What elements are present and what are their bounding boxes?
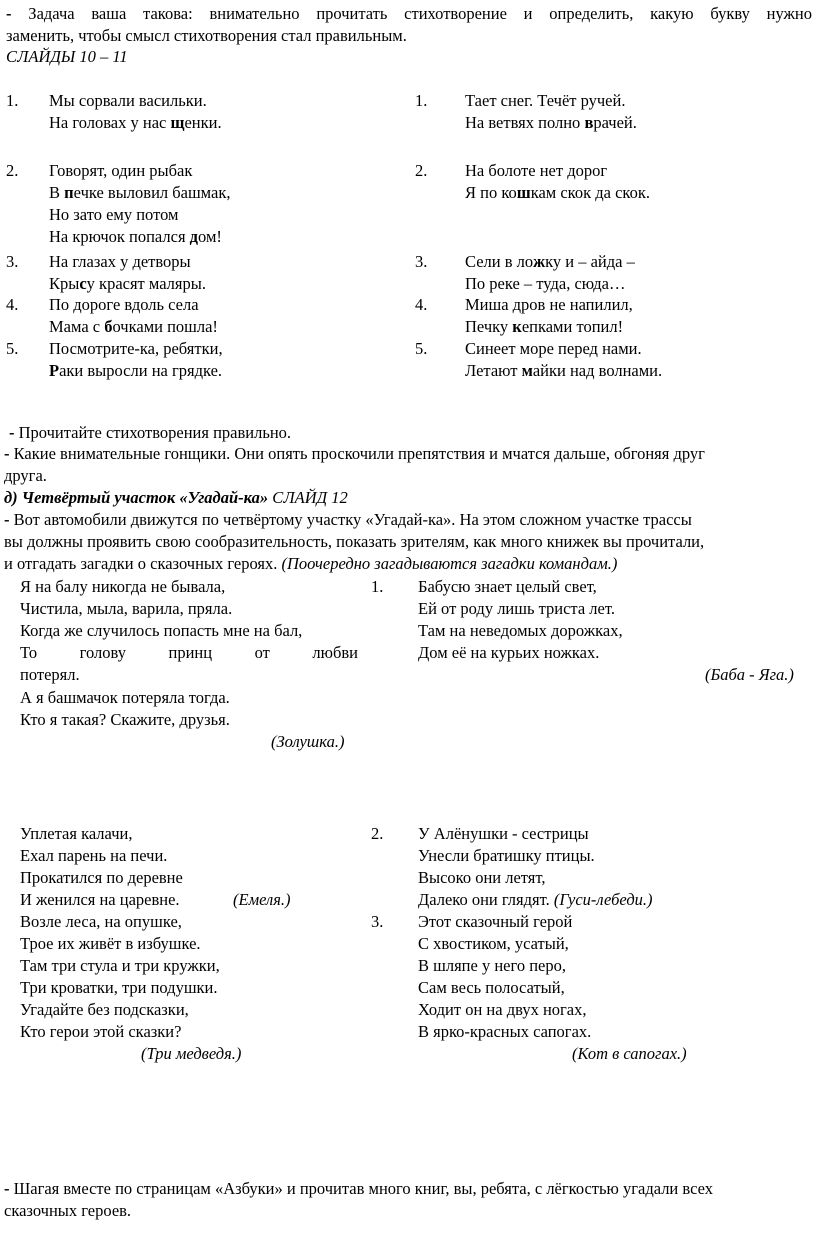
baba-yaga-number: 1. <box>371 577 384 596</box>
cars-line-1: - Вот автомобили движутся по четвёртому участку «Угадай-ка». На этом сложном участке трассы <box>4 510 692 529</box>
poem-text: Но зато ему потом <box>49 205 179 224</box>
poem-number: 1. <box>415 91 428 110</box>
poem-text: Мама с <box>49 317 105 336</box>
poem-text: На ветвях полно <box>465 113 585 132</box>
poem-text: На головах у нас <box>49 113 171 132</box>
cinderella-answer: (Золушка.) <box>271 732 345 751</box>
poem-text: епками топил! <box>521 317 624 336</box>
poem-text: айки над волнами. <box>532 361 663 380</box>
poem-text: По дороге вдоль села <box>49 295 199 314</box>
intro-line-1: - Задача ваша такова: внимательно прочитать стихотворение и определить, какую букву нужно <box>6 4 813 23</box>
poem-line <box>465 316 623 338</box>
poem-line <box>49 204 178 226</box>
cat-line-4: Сам весь полосатый, <box>418 978 565 997</box>
emelya-line-1: Уплетая калачи, <box>20 824 133 843</box>
poem-number: 2. <box>6 161 19 180</box>
replaced-letter: щ <box>170 113 185 132</box>
emelya-line-3: Прокатился по деревне <box>20 868 183 887</box>
baba-yaga-line-1: Бабусю знает целый свет, <box>418 577 597 596</box>
poem-text: Мы сорвали васильки. <box>49 91 207 110</box>
bears-line-3: Там три стула и три кружки, <box>20 956 220 975</box>
poem-line <box>465 360 662 382</box>
intro-line-2: заменить, чтобы смысл стихотворения стал правильным. <box>6 26 407 45</box>
poem-text: ку и – айда – <box>545 252 635 271</box>
emelya-answer: (Емеля.) <box>233 890 291 909</box>
cat-line-2: С хвостиком, усатый, <box>418 934 569 953</box>
geese-line-4: Далеко они глядят. (Гуси-лебеди.) <box>418 890 653 909</box>
intro-dash: - <box>6 4 12 23</box>
poem-text: кам скок да скок. <box>530 183 650 202</box>
poem-text: ом! <box>198 227 222 246</box>
poem-line <box>49 112 222 134</box>
poem-line <box>49 90 207 112</box>
poem-text: Я по ко <box>465 183 517 202</box>
poem-number: 5. <box>415 339 428 358</box>
poem-line <box>49 294 199 316</box>
outro-line-2: сказочных героев. <box>4 1201 132 1220</box>
poem-line <box>49 182 230 204</box>
poem-text: На глазах у детворы <box>49 252 191 271</box>
poem-text: у красят маляры. <box>86 274 206 293</box>
cinderella-line-6: А я башмачок потеряла тогда. <box>20 688 230 707</box>
cars-line-3: и отгадать загадки о сказочных героях. (Поочередно загадываются загадки командам.) <box>4 554 618 573</box>
poem-text: На крючок попался <box>49 227 190 246</box>
baba-yaga-line-3: Там на неведомых дорожках, <box>418 621 623 640</box>
baba-yaga-line-4: Дом её на курьих ножках. <box>418 643 600 662</box>
geese-line-2: Унесли братишку птицы. <box>418 846 595 865</box>
poem-text: По реке – туда, сюда… <box>465 274 626 293</box>
poem-number: 2. <box>415 161 428 180</box>
poem-text: Говорят, один рыбак <box>49 161 193 180</box>
replaced-letter: ж <box>533 252 546 271</box>
poem-number: 1. <box>6 91 19 110</box>
poem-number: 5. <box>6 339 19 358</box>
poem-text: В <box>49 183 65 202</box>
poem-text: Сели в ло <box>465 252 534 271</box>
cat-line-1: Этот сказочный герой <box>418 912 573 931</box>
cinderella-line-3: Когда же случилось попасть мне на бал, <box>20 621 303 640</box>
cars-line-2: вы должны проявить свою сообразительность, показать зрителям, как много книжек вы прочитали, <box>4 532 705 551</box>
poem-number: 4. <box>415 295 428 314</box>
poem-number: 3. <box>6 252 19 271</box>
poem-line <box>465 182 650 204</box>
geese-line-3: Высоко они летят, <box>418 868 546 887</box>
baba-yaga-answer: (Баба - Яга.) <box>705 665 794 684</box>
bears-line-1: Возле леса, на опушке, <box>20 912 182 931</box>
bears-line-5: Угадайте без подсказки, <box>20 1000 189 1019</box>
replaced-letter: д <box>189 227 199 246</box>
cat-answer: (Кот в сапогах.) <box>572 1044 687 1063</box>
poem-text: Миша дров не напилил, <box>465 295 633 314</box>
poem-line <box>465 294 633 316</box>
poem-text: рачей. <box>593 113 637 132</box>
poem-text: Тает снег. Течёт ручей. <box>465 91 626 110</box>
replaced-letter: в <box>584 113 594 132</box>
replaced-letter: к <box>512 317 522 336</box>
bears-line-4: Три кроватки, три подушки. <box>20 978 218 997</box>
poem-text: очками пошла! <box>112 317 218 336</box>
poem-line <box>49 273 206 295</box>
poem-line <box>465 90 625 112</box>
replaced-letter: б <box>104 317 113 336</box>
poem-text: Кры <box>49 274 80 293</box>
replaced-letter: п <box>64 183 74 202</box>
poem-text: Летают <box>465 361 522 380</box>
poem-line <box>49 316 218 338</box>
cinderella-line-4: То голову принц от любви <box>20 643 358 662</box>
poem-text: енки. <box>184 113 222 132</box>
poem-number: 3. <box>415 252 428 271</box>
slides-10-11: СЛАЙДЫ 10 – 11 <box>6 47 128 66</box>
poem-line <box>465 273 626 295</box>
cinderella-line-2: Чистила, мыла, варила, пряла. <box>20 599 233 618</box>
bears-answer: (Три медведя.) <box>141 1044 242 1063</box>
poem-line <box>49 226 222 248</box>
poem-text: ечке выловил башмак, <box>73 183 231 202</box>
cat-number: 3. <box>371 912 384 931</box>
poem-line <box>465 338 642 360</box>
cinderella-line-1: Я на балу никогда не бывала, <box>20 577 226 596</box>
replaced-letter: Р <box>49 361 60 380</box>
cinderella-line-7: Кто я такая? Скажите, друзья. <box>20 710 230 729</box>
cat-line-3: В шляпе у него перо, <box>418 956 566 975</box>
outro-line-1: - Шагая вместе по страницам «Азбуки» и прочитав много книг, вы, ребята, с лёгкостью угадали всех <box>4 1179 713 1198</box>
poem-text: аки выросли на грядке. <box>59 361 223 380</box>
cat-line-6: В ярко-красных сапогах. <box>418 1022 592 1041</box>
bears-line-2: Трое их живёт в избушке. <box>20 934 201 953</box>
poem-text: На болоте нет дорог <box>465 161 608 180</box>
replaced-letter: м <box>521 361 533 380</box>
poem-line <box>465 160 607 182</box>
replaced-letter: ш <box>516 183 531 202</box>
poem-text: Посмотрите-ка, ребятки, <box>49 339 223 358</box>
geese-answer: (Гуси-лебеди.) <box>553 890 653 909</box>
geese-line-1: У Алёнушки - сестрицы <box>418 824 589 843</box>
emelya-line-2: Ехал парень на печи. <box>20 846 168 865</box>
geese-number: 2. <box>371 824 384 843</box>
racers-line-1: - Какие внимательные гонщики. Они опять проскочили препятствия и мчатся дальше, обгоняя друг <box>4 444 705 463</box>
poem-text: Синеет море перед нами. <box>465 339 642 358</box>
cinderella-line-5: потерял. <box>20 665 80 684</box>
read-correctly-line: - Прочитайте стихотворения правильно. <box>9 423 292 442</box>
poem-line <box>49 160 192 182</box>
poem-line <box>49 360 222 382</box>
racers-line-2: друга. <box>4 466 47 485</box>
poem-line <box>49 338 223 360</box>
poem-line <box>49 251 191 273</box>
section-d-heading: д) Четвёртый участок «Угадай-ка» СЛАЙД 12 <box>4 488 348 507</box>
poem-text: Печку <box>465 317 513 336</box>
cat-line-5: Ходит он на двух ногах, <box>418 1000 587 1019</box>
poem-line <box>465 251 635 273</box>
poem-line <box>465 112 637 134</box>
poem-number: 4. <box>6 295 19 314</box>
replaced-letter: с <box>79 274 87 293</box>
emelya-line-4: И женился на царевне. <box>20 890 180 909</box>
baba-yaga-line-2: Ей от роду лишь триста лет. <box>418 599 615 618</box>
bears-line-6: Кто герои этой сказки? <box>20 1022 182 1041</box>
